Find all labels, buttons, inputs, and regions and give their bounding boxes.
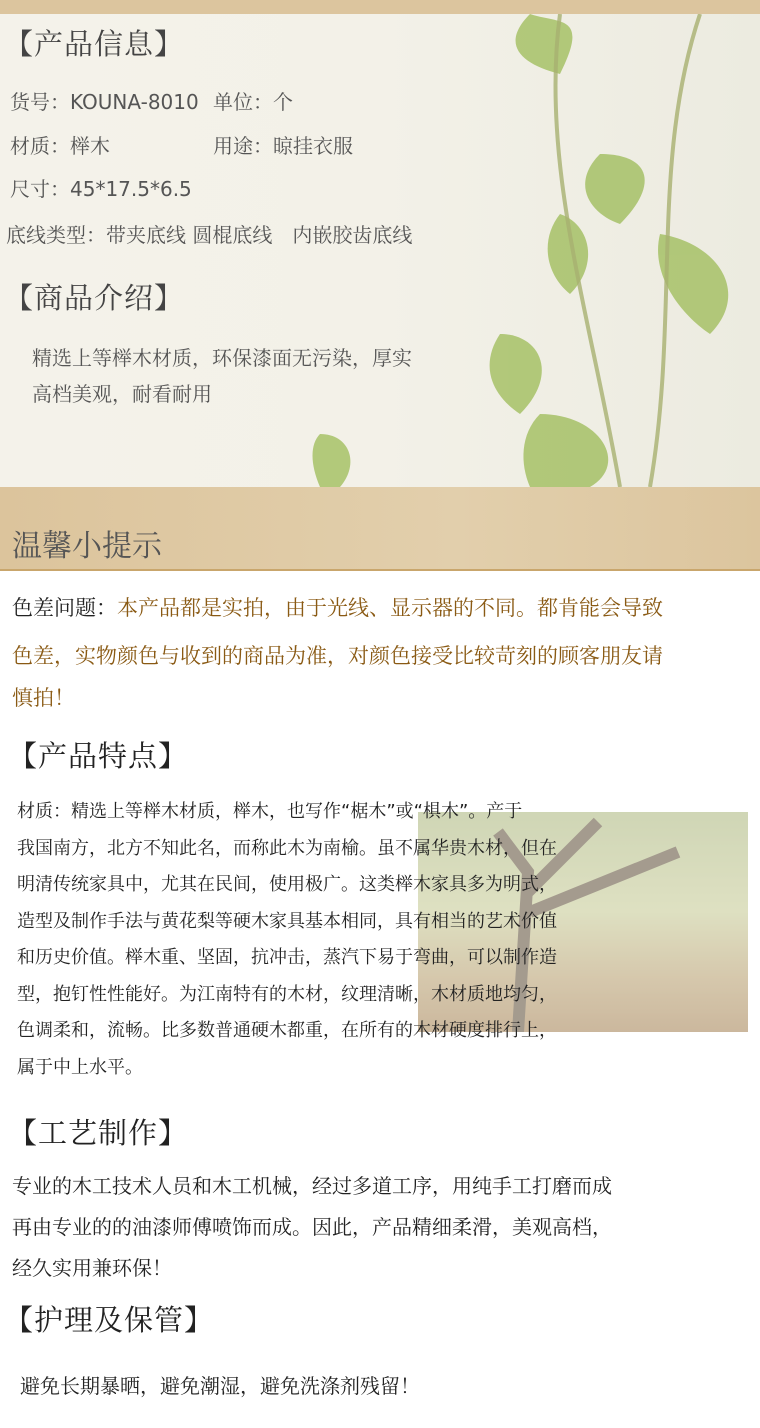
tip-text: 本产品都是实拍，由于光线、显示器的不同。都肯能会导致 [117,596,663,620]
item-number: 货号：KOUNA-8010 [10,90,199,114]
base-types: 底线类型：带夹底线 圆棍底线 内嵌胶齿底线 [6,223,413,247]
craft-text [12,1166,612,1289]
features-line: 我国南方，北方不知此名，而称此木为南榆。虽不属华贵木材，但在 [17,837,557,859]
usage: 用途：晾挂衣服 [213,134,353,158]
features-line: 型，抱钉性性能好。为江南特有的木材，纹理清晰，木材质地均匀， [17,983,557,1005]
care-heading: 【护理及保管】 [4,1303,215,1337]
features-line: 造型及制作手法与黄花梨等硬木家具基本相同，具有相当的艺术价值 [17,910,557,932]
features-heading: 【产品特点】 [8,739,189,773]
unit: 单位：个 [213,90,293,114]
intro-line: 精选上等榉木材质，环保漆面无污染，厚实 [32,346,412,370]
care-text: 避免长期暴晒，避免潮湿，避免洗涤剂残留！ [20,1374,420,1398]
size: 尺寸：45*17.5*6.5 [10,177,192,201]
craft-line: 专业的木工技术人员和木工机械，经过多道工序，用纯手工打磨而成 [12,1174,612,1198]
features-line: 属于中上水平。 [17,1056,143,1078]
intro-line: 高档美观，耐看耐用 [32,382,212,406]
craft-line: 经久实用兼环保！ [12,1256,172,1280]
color-diff-line [12,592,663,622]
features-text [17,794,557,1086]
features-line: 明清传统家具中，尤其在民间，使用极广。这类榉木家具多为明式， [17,874,557,895]
product-info-heading: 【产品信息】 [4,27,185,61]
ivy-leaves-decoration [0,14,760,487]
color-diff-label: 色差问题： [12,596,117,620]
top-band [0,0,760,14]
tips-banner [0,487,760,571]
tips-heading: 温馨小提示 [12,529,162,564]
features-line: 材质：精选上等榉木材质，榉木，也写作“椐木”或“椇木”。产于 [17,801,523,822]
intro-heading: 【商品介绍】 [4,281,185,315]
material: 材质：榉木 [10,134,110,158]
features-line: 和历史价值。榉木重、坚固，抗冲击，蒸汽下易于弯曲，可以制作造 [17,947,557,968]
tip-text: 慎拍！ [12,686,75,710]
craft-line: 再由专业的的油漆师傅喷饰而成。因此，产品精细柔滑，美观高档， [12,1215,612,1239]
features-line: 色调柔和，流畅。比多数普通硬木都重，在所有的木材硬度排行上， [17,1020,557,1041]
tip-text: 色差，实物颜色与收到的商品为准，对颜色接受比较苛刻的顾客朋友请 [12,644,663,668]
product-info-panel [0,14,760,487]
craft-heading: 【工艺制作】 [8,1116,189,1150]
